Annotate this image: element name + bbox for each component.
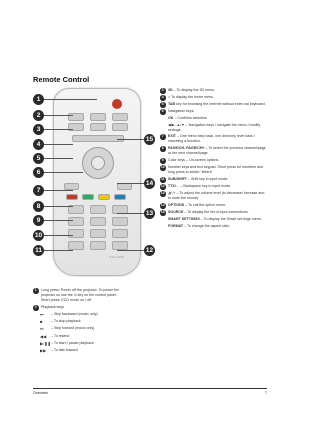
- remote-control-illustration: [33, 88, 155, 278]
- callout-14: 14: [145, 180, 154, 187]
- callout-8: 8: [33, 201, 44, 212]
- description-item-2: 2 Playback keys: [34, 305, 64, 309]
- callout-11: 11: [33, 245, 44, 256]
- home-icon: ⌂: [168, 95, 172, 99]
- key-graphic: [112, 241, 128, 250]
- key-graphic: [64, 183, 79, 190]
- description-subitem: ◀/▶, ▲/▼ – Navigation keys / navigate the menu / modify settings.: [168, 122, 261, 132]
- key-graphic: [90, 241, 106, 250]
- callout-9: 9: [33, 215, 44, 226]
- play-pause-icon: ▶/❚❚: [40, 340, 51, 346]
- description-item-11: 11 SUB/SHIFT – Shift key in input mode.: [160, 177, 229, 181]
- key-graphic: [112, 229, 128, 238]
- rewind-icon: ◀◀: [40, 333, 47, 339]
- key-graphic: [68, 229, 84, 238]
- callout-5: 5: [33, 153, 44, 164]
- footer-section: Overview: [33, 391, 48, 395]
- key-graphic: [90, 123, 106, 131]
- skip-forward-icon: ⏭: [40, 326, 44, 332]
- key-graphic: [90, 113, 106, 121]
- brand-logo: PHILIPS: [109, 255, 125, 259]
- callout-13: 13: [145, 210, 154, 217]
- callout-4: 4: [33, 139, 44, 150]
- page-footer: [33, 388, 267, 395]
- description-item-7: 7 EXIT – One menu step back, one directory level back / canceling a function.: [161, 134, 255, 143]
- fast-forward-icon: ▶▶: [40, 347, 47, 353]
- callout-6: 6: [33, 167, 44, 178]
- right-description-column: [160, 88, 268, 230]
- playback-item: ▶/❚❚ – To start / pause playback: [40, 340, 94, 346]
- key-graphic: [117, 183, 132, 190]
- yellow-key-graphic: [98, 194, 110, 200]
- callout-1: 1: [33, 94, 44, 105]
- left-description-column: [33, 288, 151, 355]
- description-item-10: 10 Number keys and text keypad. Short press for numbers and long press to switch “letters”: [160, 165, 264, 174]
- description-item-4: 4 ⌂ To display the home menu.: [161, 95, 215, 99]
- description-subitem: SMART SETTINGS – To display the Smart set-tings menu.: [168, 217, 262, 221]
- key-graphic: [90, 229, 106, 238]
- page-title: Remote Control: [33, 75, 90, 84]
- ok-key-graphic: [91, 156, 105, 170]
- skip-backward-icon: ⏮: [40, 312, 44, 317]
- description-item-3: 3 3D – To display the 3D menu.: [161, 88, 216, 92]
- key-graphic: [90, 205, 106, 214]
- red-key-graphic: [66, 194, 78, 200]
- playback-item: ■ – To stop playback: [40, 319, 81, 325]
- callout-3: 3: [33, 124, 44, 135]
- green-key-graphic: [82, 194, 94, 200]
- description-item-14: 14 OPTIONS – To call the option menu.: [160, 203, 227, 207]
- description-item-8: 8 PAGE/CH- PAGE/CH+ – To select the previous channel/page or the next channel/page.: [161, 146, 266, 155]
- stop-icon: ■: [40, 319, 43, 325]
- callout-12: 12: [145, 247, 154, 254]
- description-item-6: 6 Navigation keys:: [161, 109, 195, 113]
- key-graphic: [90, 217, 106, 226]
- callout-15: 15: [145, 136, 154, 143]
- key-graphic: [68, 241, 84, 250]
- callout-7: 7: [33, 185, 44, 196]
- remote-body: [53, 88, 141, 276]
- description-subitem: FORMAT – To change the aspect ratio.: [168, 223, 231, 228]
- key-graphic: [112, 217, 128, 226]
- power-button-graphic: [112, 99, 122, 109]
- description-item-1: 1 Long press: Power off the projector. To power the projector on use the ⏻ key on the control panel. Short press: ECO mode on / off: [34, 288, 120, 302]
- description-item-15: 15 SOURCE – To display the list of input connections.: [160, 210, 249, 214]
- description-item-5: 5 TAB key for browsing the Internet without exter-nal keyboard.: [161, 102, 266, 106]
- playback-item: ⏮ – Skip backward (music only): [40, 312, 98, 317]
- callout-10: 10: [34, 232, 43, 239]
- description-subitem: OK – Confirms selection: [168, 116, 207, 120]
- description-item-9: 9 Color keys – On-screen options.: [161, 158, 220, 162]
- key-graphic: [112, 123, 128, 131]
- playback-item: ⏭ – Skip forward (music only): [40, 326, 95, 332]
- page-number: 7: [265, 391, 267, 395]
- playback-item: ▶▶ – To fast-forward: [40, 347, 78, 353]
- key-graphic: [112, 113, 128, 121]
- blue-key-graphic: [114, 194, 126, 200]
- description-item-12: 12 TTX/← – Backspace key in input mode.: [160, 184, 232, 188]
- callout-2: 2: [33, 110, 44, 121]
- playback-item: ◀◀ – To rewind: [40, 333, 70, 339]
- key-graphic: [68, 217, 84, 226]
- description-item-13: 13 🔊/+ – To adjust the volume level (to decrease/ increase and to mute the sound).: [160, 191, 265, 200]
